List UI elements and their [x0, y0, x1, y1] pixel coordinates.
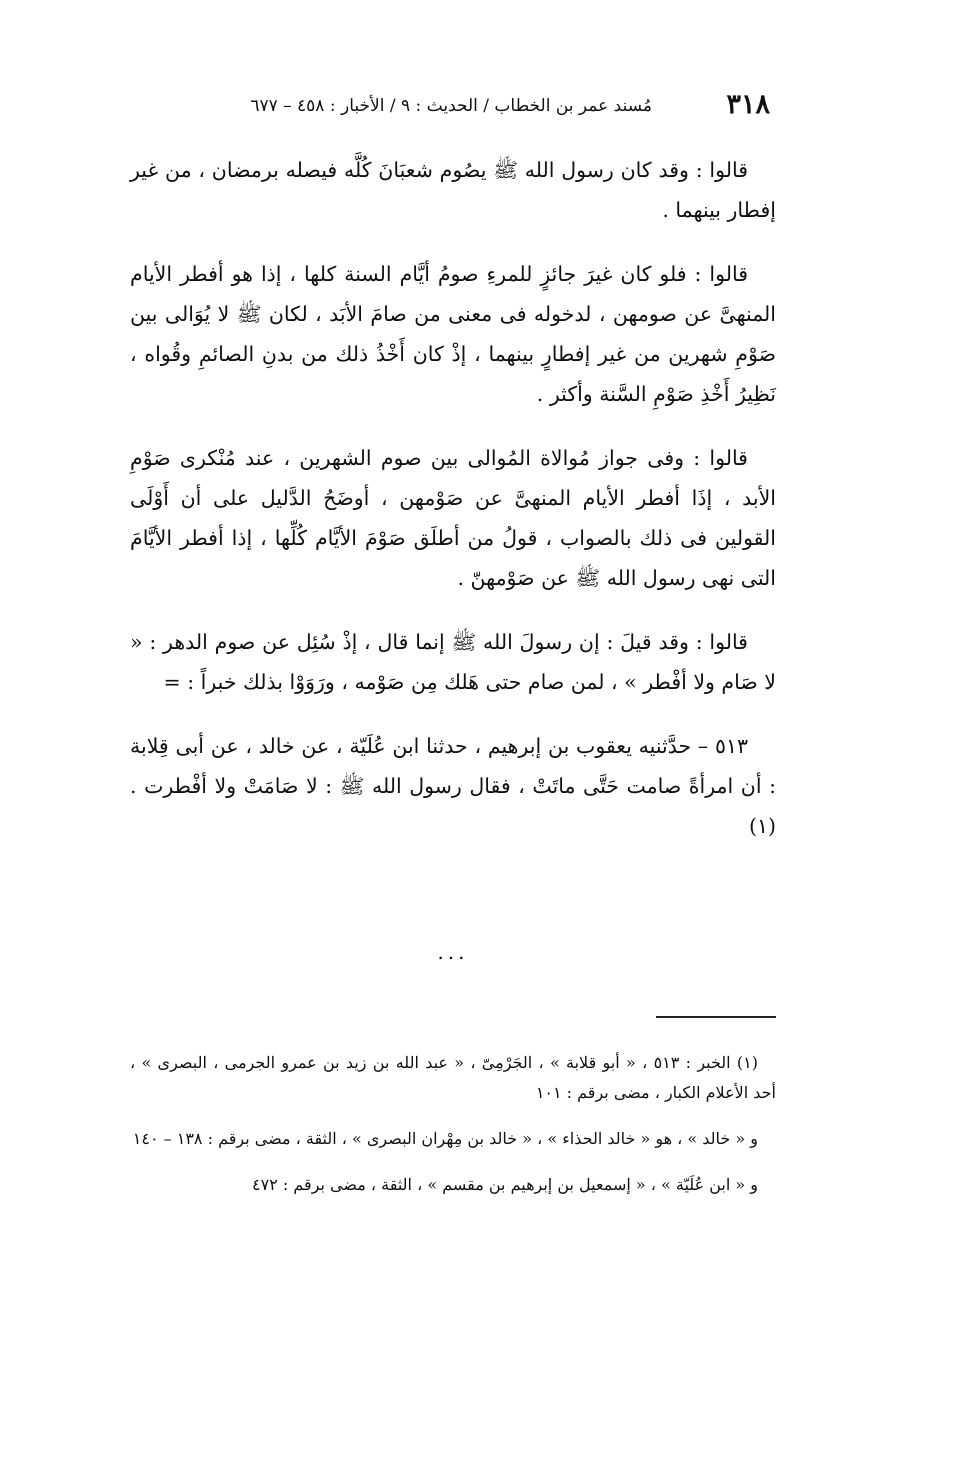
page-number: ٣١٨: [726, 89, 770, 120]
paragraph: قالوا : فلو كان غيرَ جائزٍ للمرءِ صومُ أيَّام السنة كلها ، إذا هو أفطر الأيام المنهىَّ عن صومهن ، لدخوله فى معنى من صامَ الأبَد ، لكان ﷺ لا يُوَالى بين صَوْمِ شهرين من غير إفطارٍ بينهما ، إذْ كان أَخْذُ ذلك من بدنِ الصائمِ وقُواه ، نَظِيرُ أَخْذِ صَوْمِ السَّنة وأكثر .: [130, 262, 776, 406]
footnote: (١) الخبر : ٥١٣ ، « أبو قلابة » ، الجَرْمِىّ ، « عبد الله بن زيد بن عمرو الجرمى ، البصرى » ، أحد الأعلام الكبار ، مضى برقم : ١٠١: [130, 1053, 776, 1102]
paragraph: قالوا : وفى جواز مُوالاة المُوالى بين صوم الشهرين ، عند مُنْكرى صَوْمِ الأبد ، إذَا أفطر الأيام المنهىَّ عن صَوْمهن ، أوضَحُ الدَّليل على أن أَوْلَى القولين فى ذلك بالصواب ، قولُ من أطلَق صَوْمَ الأيَّام كُلِّها ، إذا أفطر الأيَّامَ التى نهى رسول الله ﷺ عن صَوْمهنّ .: [130, 446, 776, 590]
footnote: و « ابن عُلَيّة » ، « إسمعيل بن إبرهيم بن مقسم » ، الثقة ، مضى برقم : ٤٧٢: [252, 1175, 758, 1194]
paragraph: قالوا : وقد قيلَ : إن رسولَ الله ﷺ إنما قال ، إذْ سُئِل عن صوم الدهر : « لا صَام ولا أفْطر » ، لمن صام حتى هَلك مِن صَوْمه ، ورَوَوْا بذلك خبراً : =: [130, 630, 776, 694]
paragraph: قالوا : وقد كان رسول الله ﷺ يصُوم شعبَانَ كُلَّه فيصله برمضان ، من غير إفطار بينهما .: [130, 158, 776, 222]
running-head: مُسند عمر بن الخطاب / الحديث : ٩ / الأخبار : ٤٥٨ – ٦٧٧: [250, 96, 652, 116]
footnotes: [130, 1048, 776, 1216]
footnote-divider: [656, 1016, 776, 1018]
section-separator: ...: [437, 940, 469, 964]
hadith-paragraph: ٥١٣ – حدَّثنيه يعقوب بن إبرهيم ، حدثنا ابن عُلَيّة ، عن خالد ، عن أبى قِلابة : أن امرأةً صامت حَتَّى ماتَتْ ، فقال رسول الله ﷺ : لا صَامَتْ ولا أفْطرت . (١): [130, 734, 776, 838]
main-text: [130, 150, 776, 870]
footnote: و « خالد » ، هو « خالد الحذاء » ، « خالد بن مِهْران البصرى » ، الثقة ، مضى برقم : ١٣٨ – ١٤٠: [132, 1129, 758, 1148]
page-header: [200, 88, 770, 122]
